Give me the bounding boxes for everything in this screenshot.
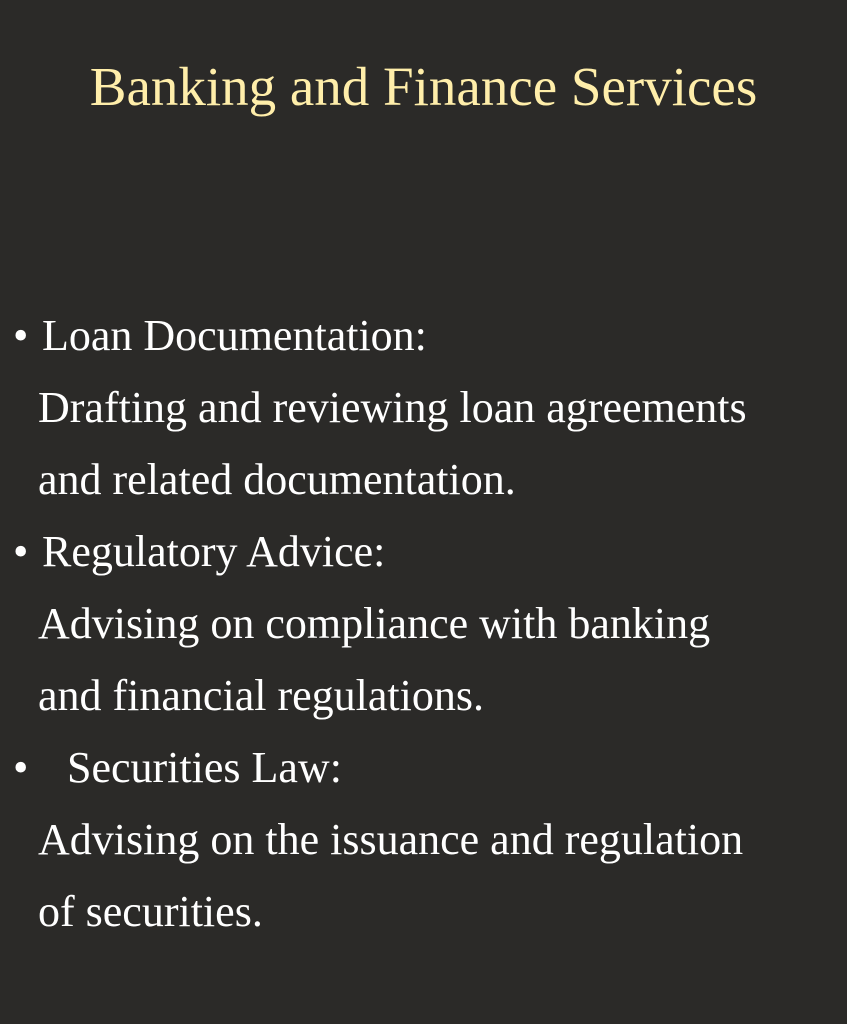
slide-title: Banking and Finance Services [89,56,758,117]
item-heading: Regulatory Advice: [42,527,386,576]
bullet-icon: • [13,743,29,792]
list-item-regulatory-advice [0,516,847,732]
bullet-icon: • [13,527,29,576]
item-description-line: Drafting and reviewing loan agreements [38,383,747,432]
item-description-line: Advising on the issuance and regulation [38,815,744,864]
bullet-icon: • [13,311,29,360]
item-description-line: of securities. [38,887,263,936]
list-item-loan-documentation [0,300,847,516]
item-heading: Securities Law: [67,743,342,792]
bullet-list [0,300,847,948]
item-description-line: Advising on compliance with banking [38,599,711,648]
item-description-line: and financial regulations. [38,671,484,720]
item-description-line: and related documentation. [38,455,516,504]
item-heading: Loan Documentation: [42,311,427,360]
list-item-securities-law [0,732,847,948]
